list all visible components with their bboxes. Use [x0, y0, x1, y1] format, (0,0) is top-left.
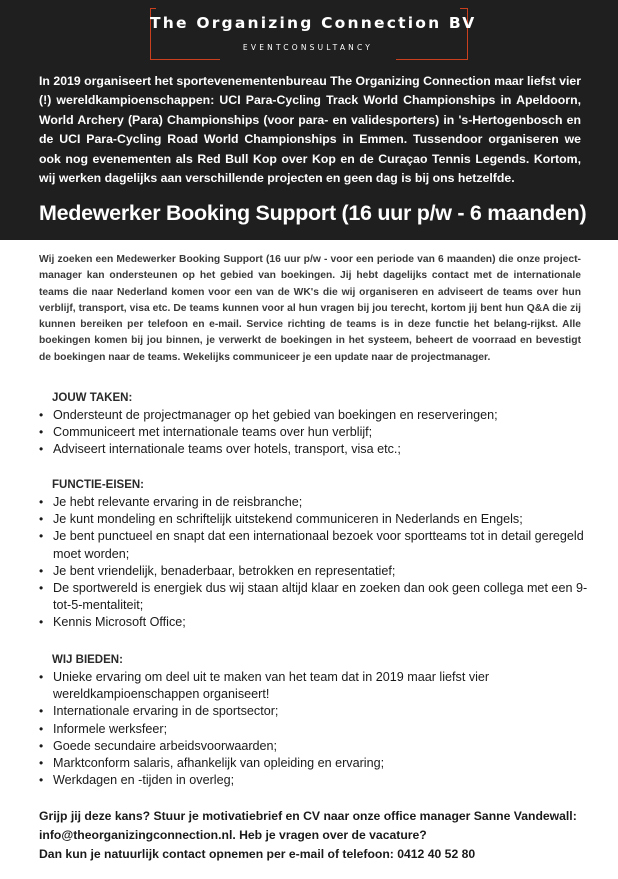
list-item: • De sportwereld is energiek dus wij staan altijd klaar en zoeken dan ook geen collega met een 9-tot-5-mentaliteit; — [39, 581, 588, 613]
bullet-icon: • — [39, 425, 44, 440]
closing-paragraph — [39, 807, 599, 864]
bullet-icon: • — [39, 563, 44, 578]
job-description: Wij zoeken een Medewerker Booking Support (16 uur p/w - voor een periode van 6 maanden) die onze project-manager kan ondersteunen op het gebied van boekingen. Jij hebt dagelijks contact met de internationale teams die naar Nederland komen voor een van de WK's die wij organiseren en adviseert de teams over hun verblijf, transport, visa etc. De teams kunnen voor al hun vragen bij jou terecht, kortom jij bent hun Q&A die zij kunnen bereiken per telefoon en e-mail. Service richting de teams is in deze functie het belang-rijkst. Alle boekingen komen bij jou binnen, je verwerkt de boekingen in het systeem, beheert de voorraad en bevestigt de boekingen naar de teams. Wekelijks communiceer je een update naar de projectmanager. — [39, 254, 581, 363]
list-item: • Je hebt relevante ervaring in de reisbranche; — [39, 494, 599, 511]
list-item: • Informele werksfeer; — [39, 721, 599, 738]
tasks-section — [39, 389, 599, 459]
list-item: • Internationale ervaring in de sportsector; — [39, 703, 599, 720]
contact-email-line: info@theorganizingconnection.nl. Heb je vragen over de vacature? — [39, 828, 427, 842]
list-item: • Kennis Microsoft Office; — [39, 614, 599, 631]
requirements-list — [39, 494, 599, 632]
contact-phone-line: Dan kun je natuurlijk contact opnemen per e-mail of telefoon: 0412 40 52 80 — [39, 847, 476, 861]
list-item: • Unieke ervaring om deel uit te maken van het team dat in 2019 maar liefst vier wereldkampioenschappen organiseert! — [39, 670, 490, 702]
offer-heading: WIJ BIEDEN: — [52, 654, 123, 666]
logo-subtitle: EVENTCONSULTANCY — [242, 43, 374, 52]
offer-section — [39, 651, 599, 789]
bullet-icon: • — [39, 529, 44, 544]
list-item: • Goede secundaire arbeidsvoorwaarden; — [39, 738, 599, 755]
closing-line-1: Grijp jij deze kans? Stuur je motivatiebrief en CV naar onze office manager Sanne Vandewall: — [39, 809, 577, 823]
bullet-icon: • — [39, 581, 44, 596]
company-logo — [150, 8, 477, 60]
list-item: • Ondersteunt de projectmanager op het gebied van boekingen en reserveringen; — [39, 407, 599, 424]
bullet-icon: • — [39, 738, 44, 753]
job-title: Medewerker Booking Support (16 uur p/w - 6 maanden) — [39, 201, 587, 225]
requirements-section — [39, 476, 599, 632]
bullet-icon: • — [39, 615, 44, 630]
list-item: • Je bent punctueel en snapt dat een internationaal bezoek voor sportteams tot in detail geregeld moet worden; — [39, 529, 584, 561]
bullet-icon: • — [39, 704, 44, 719]
offer-list — [39, 669, 599, 789]
header-banner — [0, 0, 618, 240]
bullet-icon: • — [39, 670, 44, 684]
list-item: • Adviseert internationale teams over hotels, transport, visa etc.; — [39, 441, 599, 458]
tasks-heading: JOUW TAKEN: — [52, 392, 133, 404]
bullet-icon: • — [39, 408, 44, 422]
list-item: • Werkdagen en -tijden in overleg; — [39, 772, 599, 789]
list-item: • Communiceert met internationale teams over hun verblijf; — [39, 424, 599, 441]
list-item: • Je kunt mondeling en schriftelijk uitstekend communiceren in Nederlands en Engels; — [39, 511, 599, 528]
bullet-icon: • — [39, 756, 44, 771]
intro-paragraph: In 2019 organiseert het sportevenementenbureau The Organizing Connection maar liefst vier (!) wereldkampioenschappen: UCI Para-Cycling Track World Championships in Apeldoorn, World Archery (Para) Championships (voor para- en validesporters) in 's-Hertogenbosch en de UCI Para-Cycling Road World Championships in Emmen. Tussendoor organiseren we ook nog evenementen als Red Bull Kop over Kop en de Curaçao Tennis Legends. Kortom, wij werken dagelijks aan verschillende projecten en geen dag is bij ons hetzelfde. — [39, 74, 581, 186]
bullet-icon: • — [39, 773, 44, 788]
list-item: • Je bent vriendelijk, benaderbaar, betrokken en representatief; — [39, 563, 599, 580]
requirements-heading: FUNCTIE-EISEN: — [52, 479, 144, 491]
bullet-icon: • — [39, 442, 44, 457]
tasks-list — [39, 407, 599, 459]
bullet-icon: • — [39, 512, 44, 527]
bullet-icon: • — [39, 495, 44, 509]
list-item: • Marktconform salaris, afhankelijk van opleiding en ervaring; — [39, 755, 599, 772]
bullet-icon: • — [39, 721, 44, 736]
logo-title: The Organizing Connection BV — [150, 14, 477, 32]
